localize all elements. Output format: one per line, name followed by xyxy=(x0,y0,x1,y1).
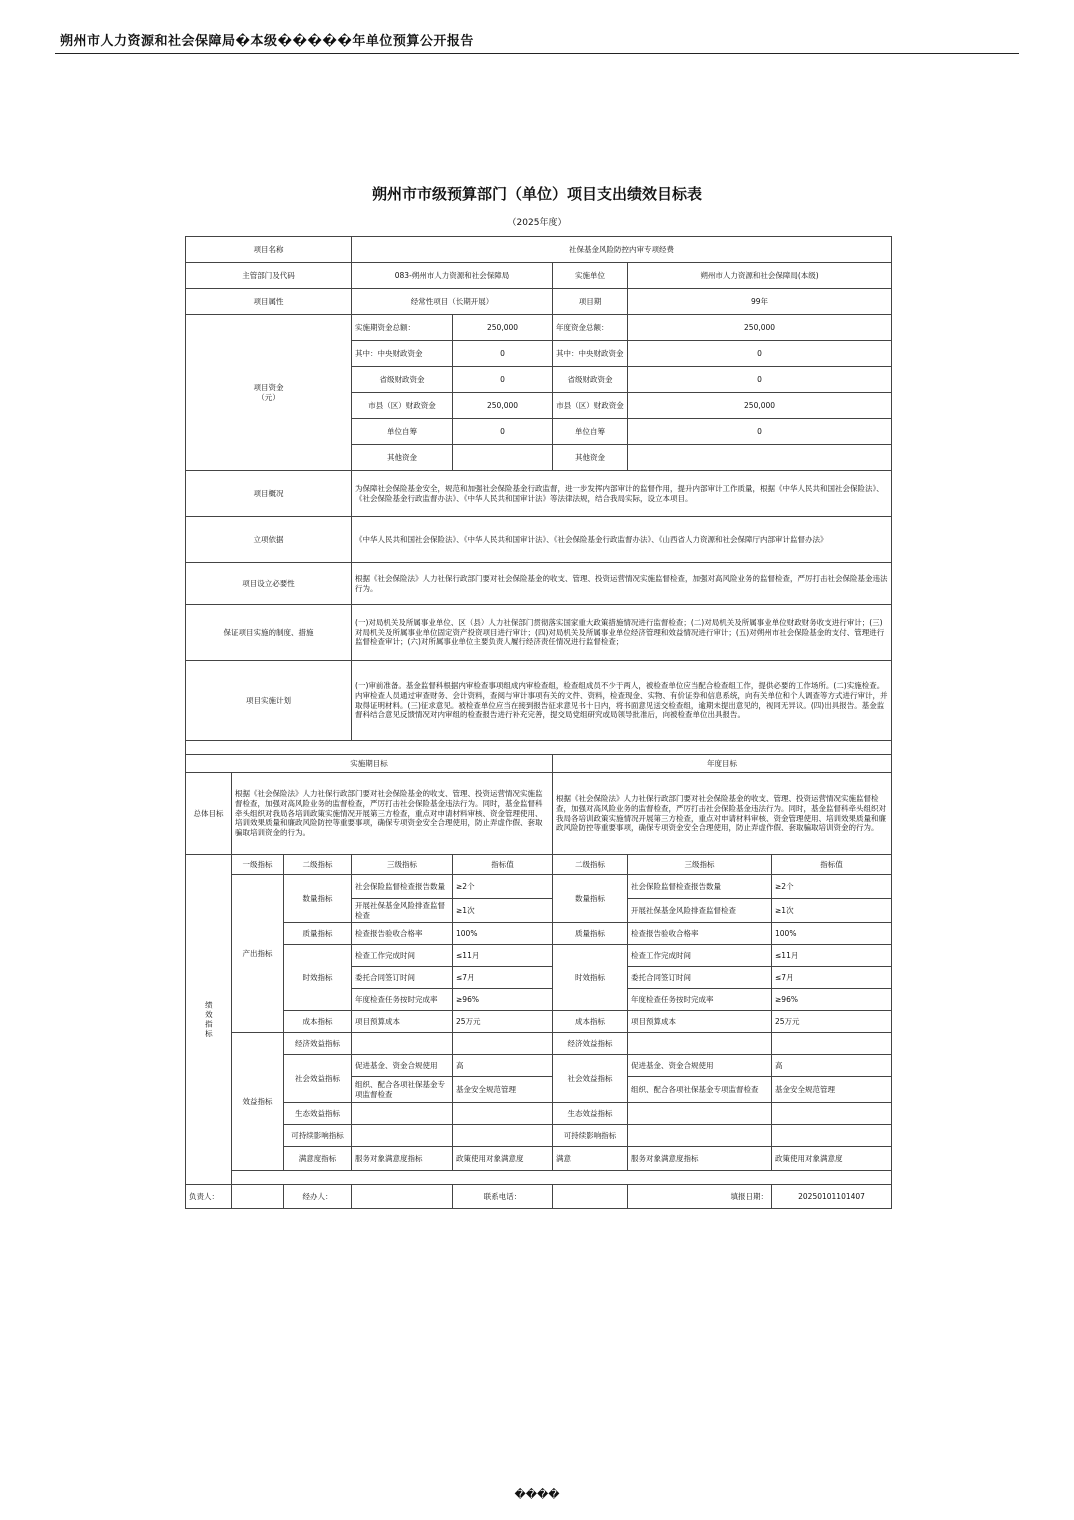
t3b-name: 年度检查任务按时完成率 xyxy=(628,989,772,1011)
funds-central2: 0 xyxy=(628,341,892,367)
sat3-value: 满意 xyxy=(553,1147,628,1171)
perf-h5: 二级指标 xyxy=(553,855,628,875)
page-footer: ���� xyxy=(514,1488,560,1501)
perf-h4: 指标值 xyxy=(453,855,553,875)
funds-prov2-label: 省级财政资金 xyxy=(553,367,628,393)
cost-label-annual: 成本指标 xyxy=(553,1011,628,1033)
funds-annual-label: 年度资金总额： xyxy=(553,315,628,341)
funds-other-label: 其他资金 xyxy=(352,445,453,471)
unit-value: 朔州市人力资源和社会保障局(本级) xyxy=(628,263,892,289)
attr-label: 项目属性 xyxy=(186,289,352,315)
performance-target-table xyxy=(185,236,892,1209)
period-goal-text: 根据《社会保险法》人力社保行政部门要对社会保险基金的收支、管理、投资运营情况实施监督检查，加强对高风险业务的监督检查，严厉打击社会保险基金违法行为。同时，基金监督科牵头组织对我局各培训政策实施情况开展第三方检查，重点对申请材料审核、资金管理使用、培训效果质量和廉政风险防控等重要事项，确保专项资金安全合理使用，防止弄虚作假、套取骗取培训资金的行为。 xyxy=(232,773,553,855)
social-label-annual: 社会效益指标 xyxy=(553,1055,628,1103)
q1b-value: ≥2个 xyxy=(772,875,892,899)
sat2-label: 服务对象满意度指标 xyxy=(352,1147,453,1171)
funds-city-label: 市县（区）财政资金 xyxy=(352,393,453,419)
table-year: （2025年度） xyxy=(507,218,567,228)
funds-city2: 250,000 xyxy=(628,393,892,419)
econ-label: 经济效益指标 xyxy=(284,1033,352,1055)
dept-label: 主管部门及代码 xyxy=(186,263,352,289)
s1-name: 促进基金、资金合规使用 xyxy=(352,1055,453,1077)
perf-h6: 三级指标 xyxy=(628,855,772,875)
handler-label: 经办人： xyxy=(284,1185,352,1209)
t3-value: ≥96% xyxy=(453,989,553,1011)
t2b-value: ≤7月 xyxy=(772,967,892,989)
t2-name: 委托合同签订时间 xyxy=(352,967,453,989)
eco-empty1 xyxy=(352,1103,453,1125)
funds-central-label: 其中：中央财政资金 xyxy=(352,341,453,367)
satisfaction-label: 满意度指标 xyxy=(284,1147,352,1171)
funds-total: 250,000 xyxy=(453,315,553,341)
report-header: 朔州市人力资源和社会保障局�本级�����年单位预算公开报告 xyxy=(60,34,474,49)
sat3-name: 政策使用对象满意度 xyxy=(453,1147,553,1171)
date-value: 20250101101407 xyxy=(772,1185,892,1209)
funds-self2-label: 单位自筹 xyxy=(553,419,628,445)
measures-label: 保证项目实施的制度、措施 xyxy=(186,605,352,661)
q2b-value: ≥1次 xyxy=(772,899,892,923)
q2-name: 开展社保基金风险排查监督检查 xyxy=(352,899,453,923)
overview-text: 为保障社会保险基金安全，规范和加强社会保险基金行政监督，进一步发挥内部审计的监督作用，提升内部审计工作质量，根据《中华人民共和国社会保险法》、《社会保险基金行政监督办法》、《中华人民共和国审计法》等法律法规，结合我局实际，设立本项目。 xyxy=(352,471,892,517)
plan-text: (一)审前准备。基金监督科根据内审检查事项组成内审检查组，检查组成员不少于两人，被检查单位应当配合检查组工作，提供必要的工作场所。(二)实施检查。内审检查人员通过审查财务、会计资料，查阅与审计事项有关的文件、资料，检查现金、实物、有价证券和信息系统，向有关单位和个人调查等方式进行审计，并取得证明材料。(三)征求意见。被检查单位应当在接到报告征求意见书十日内，将书面意见送交检查组，逾期未提出意见的，视同无异议。(四)出具报告。基金监督科结合意见反馈情况对内审组的检查报告进行补充完善，提交局党组研究或局领导批准后，向被检查单位出具报告。 xyxy=(352,661,892,741)
funds-prov: 0 xyxy=(453,367,553,393)
dept-value: 083-朔州市人力资源和社会保障局 xyxy=(352,263,553,289)
s2b-name: 组织、配合各项社保基金专项监督检查 xyxy=(628,1077,772,1103)
t1b-value: ≤11月 xyxy=(772,945,892,967)
eco-empty4 xyxy=(772,1103,892,1125)
eco-label: 生态效益指标 xyxy=(284,1103,352,1125)
funds-prov2: 0 xyxy=(628,367,892,393)
t2-value: ≤7月 xyxy=(453,967,553,989)
date-label: 填报日期： xyxy=(628,1185,772,1209)
s1b-value: 高 xyxy=(772,1055,892,1077)
basis-label: 立项依据 xyxy=(186,517,352,563)
ql1-name: 检查报告验收合格率 xyxy=(352,923,453,945)
responsible-label: 负责人： xyxy=(186,1185,232,1209)
t1-name: 检查工作完成时间 xyxy=(352,945,453,967)
c1-name: 项目预算成本 xyxy=(352,1011,453,1033)
s2-name: 组织、配合各项社保基金专项监督检查 xyxy=(352,1077,453,1103)
plan-label: 项目实施计划 xyxy=(186,661,352,741)
econ-empty2 xyxy=(453,1033,553,1055)
t1-value: ≤11月 xyxy=(453,945,553,967)
period-value: 99年 xyxy=(628,289,892,315)
measures-text: (一)对局机关及所属事业单位、区（县）人力社保部门贯彻落实国家重大政策措施情况进行监督检查；(二)对局机关及所属事业单位财政财务收支进行审计；(三)对局机关及所属事业单位固定资产投资项目进行审计；(四)对局机关及所属事业单位经济管理和效益情况进行审计；(五)对朔州市社会保险基金的支付、管理进行监督检查审计；(六)对所属事业单位主要负责人履行经济责任情况进行监督检查； xyxy=(352,605,892,661)
perf-h1: 一级指标 xyxy=(232,855,284,875)
econ-empty3 xyxy=(628,1033,772,1055)
c1b-name: 项目预算成本 xyxy=(628,1011,772,1033)
funds-annual: 250,000 xyxy=(628,315,892,341)
t3-name: 年度检查任务按时完成率 xyxy=(352,989,453,1011)
handler-value xyxy=(352,1185,453,1209)
necessity-text: 根据《社会保险法》人力社保行政部门要对社会保险基金的收支、管理、投资运营情况实施监督检查，加强对高风险业务的监督检查，严厉打击社会保险基金违法行为。 xyxy=(352,563,892,605)
quantity-label: 数量指标 xyxy=(284,875,352,923)
sustain-empty1 xyxy=(352,1125,453,1147)
period-goal-header: 实施期目标 xyxy=(186,755,553,773)
spacer-row xyxy=(186,741,892,755)
sat2-label-annual: 服务对象满意度指标 xyxy=(628,1147,772,1171)
funds-self2: 0 xyxy=(628,419,892,445)
time-label-annual: 时效指标 xyxy=(553,945,628,1011)
q1-value: ≥2个 xyxy=(453,875,553,899)
eco-label-annual: 生态效益指标 xyxy=(553,1103,628,1125)
overall-goal-label: 总体目标 xyxy=(186,773,232,855)
sustain-label-annual: 可持续影响指标 xyxy=(553,1125,628,1147)
phone-value xyxy=(553,1185,628,1209)
quality-label: 质量指标 xyxy=(284,923,352,945)
effect-label: 效益指标 xyxy=(232,1033,284,1171)
funds-other2-label: 其他资金 xyxy=(553,445,628,471)
s1b-name: 促进基金、资金合规使用 xyxy=(628,1055,772,1077)
social-label: 社会效益指标 xyxy=(284,1055,352,1103)
unit-label: 实施单位 xyxy=(553,263,628,289)
perf-h3: 三级指标 xyxy=(352,855,453,875)
sustain-label: 可持续影响指标 xyxy=(284,1125,352,1147)
necessity-label: 项目设立必要性 xyxy=(186,563,352,605)
sustain-empty4 xyxy=(772,1125,892,1147)
eco-empty2 xyxy=(453,1103,553,1125)
econ-empty1 xyxy=(352,1033,453,1055)
quality-label-annual: 质量指标 xyxy=(553,923,628,945)
ql1b-name: 检查报告验收合格率 xyxy=(628,923,772,945)
attr-value: 经常性项目（长期开展） xyxy=(352,289,553,315)
responsible-value xyxy=(232,1185,284,1209)
quantity-label-annual: 数量指标 xyxy=(553,875,628,923)
funds-total-label: 实施期资金总额： xyxy=(352,315,453,341)
annual-goal-header: 年度目标 xyxy=(553,755,892,773)
ql1b-value: 100% xyxy=(772,923,892,945)
period-label: 项目期 xyxy=(553,289,628,315)
basis-text: 《中华人民共和国社会保险法》、《中华人民共和国审计法》、《社会保险基金行政监督办法》、《山西省人力资源和社会保障厅内部审计监督办法》 xyxy=(352,517,892,563)
funds-self: 0 xyxy=(453,419,553,445)
s2-value: 基金安全规范管理 xyxy=(453,1077,553,1103)
funds-central2-label: 其中：中央财政资金 xyxy=(553,341,628,367)
funds-city2-label: 市县（区）财政资金 xyxy=(553,393,628,419)
ql1-value: 100% xyxy=(453,923,553,945)
time-label: 时效指标 xyxy=(284,945,352,1011)
spacer-row-2 xyxy=(232,1171,892,1185)
q2b-name: 开展社保基金风险排查监督检查 xyxy=(628,899,772,923)
sustain-empty3 xyxy=(628,1125,772,1147)
econ-label-annual: 经济效益指标 xyxy=(553,1033,628,1055)
t1b-name: 检查工作完成时间 xyxy=(628,945,772,967)
q1-name: 社会保险监督检查报告数量 xyxy=(352,875,453,899)
perf-h2: 二级指标 xyxy=(284,855,352,875)
cost-label: 成本指标 xyxy=(284,1011,352,1033)
project-name-label: 项目名称 xyxy=(186,237,352,263)
c1b-value: 25万元 xyxy=(772,1011,892,1033)
funds-label: 项目资金 （元） xyxy=(186,315,352,471)
funds-other xyxy=(453,445,553,471)
econ-empty4 xyxy=(772,1033,892,1055)
sustain-empty2 xyxy=(453,1125,553,1147)
table-title: 朔州市市级预算部门（单位）项目支出绩效目标表 xyxy=(371,185,702,203)
q1b-name: 社会保险监督检查报告数量 xyxy=(628,875,772,899)
annual-goal-text: 根据《社会保险法》人力社保行政部门要对社会保险基金的收支、管理、投资运营情况实施监督检查，加强对高风险业务的监督检查，严厉打击社会保险基金违法行为。同时，基金监督科牵头组织对我局各培训政策实施情况开展第三方检查，重点对申请材料审核、资金管理使用、培训效果质量和廉政风险防控等重要事项，确保专项资金安全合理使用，防止弄虚作假、套取骗取培训资金的行为。 xyxy=(553,773,892,855)
funds-other2 xyxy=(628,445,892,471)
output-label: 产出指标 xyxy=(232,875,284,1033)
s1-value: 高 xyxy=(453,1055,553,1077)
project-name: 社保基金风险防控内审专项经费 xyxy=(352,237,892,263)
overview-label: 项目概况 xyxy=(186,471,352,517)
sat3b-name: 政策使用对象满意度 xyxy=(772,1147,892,1171)
t2b-name: 委托合同签订时间 xyxy=(628,967,772,989)
c1-value: 25万元 xyxy=(453,1011,553,1033)
eco-empty3 xyxy=(628,1103,772,1125)
header-rule xyxy=(55,53,1019,54)
s2b-value: 基金安全规范管理 xyxy=(772,1077,892,1103)
funds-city: 250,000 xyxy=(453,393,553,419)
phone-label: 联系电话： xyxy=(453,1185,553,1209)
q2-value: ≥1次 xyxy=(453,899,553,923)
funds-prov-label: 省级财政资金 xyxy=(352,367,453,393)
funds-self-label: 单位自筹 xyxy=(352,419,453,445)
perf-side-label: 绩效指标 xyxy=(186,855,232,1185)
funds-central: 0 xyxy=(453,341,553,367)
t3b-value: ≥96% xyxy=(772,989,892,1011)
perf-h7: 指标值 xyxy=(772,855,892,875)
